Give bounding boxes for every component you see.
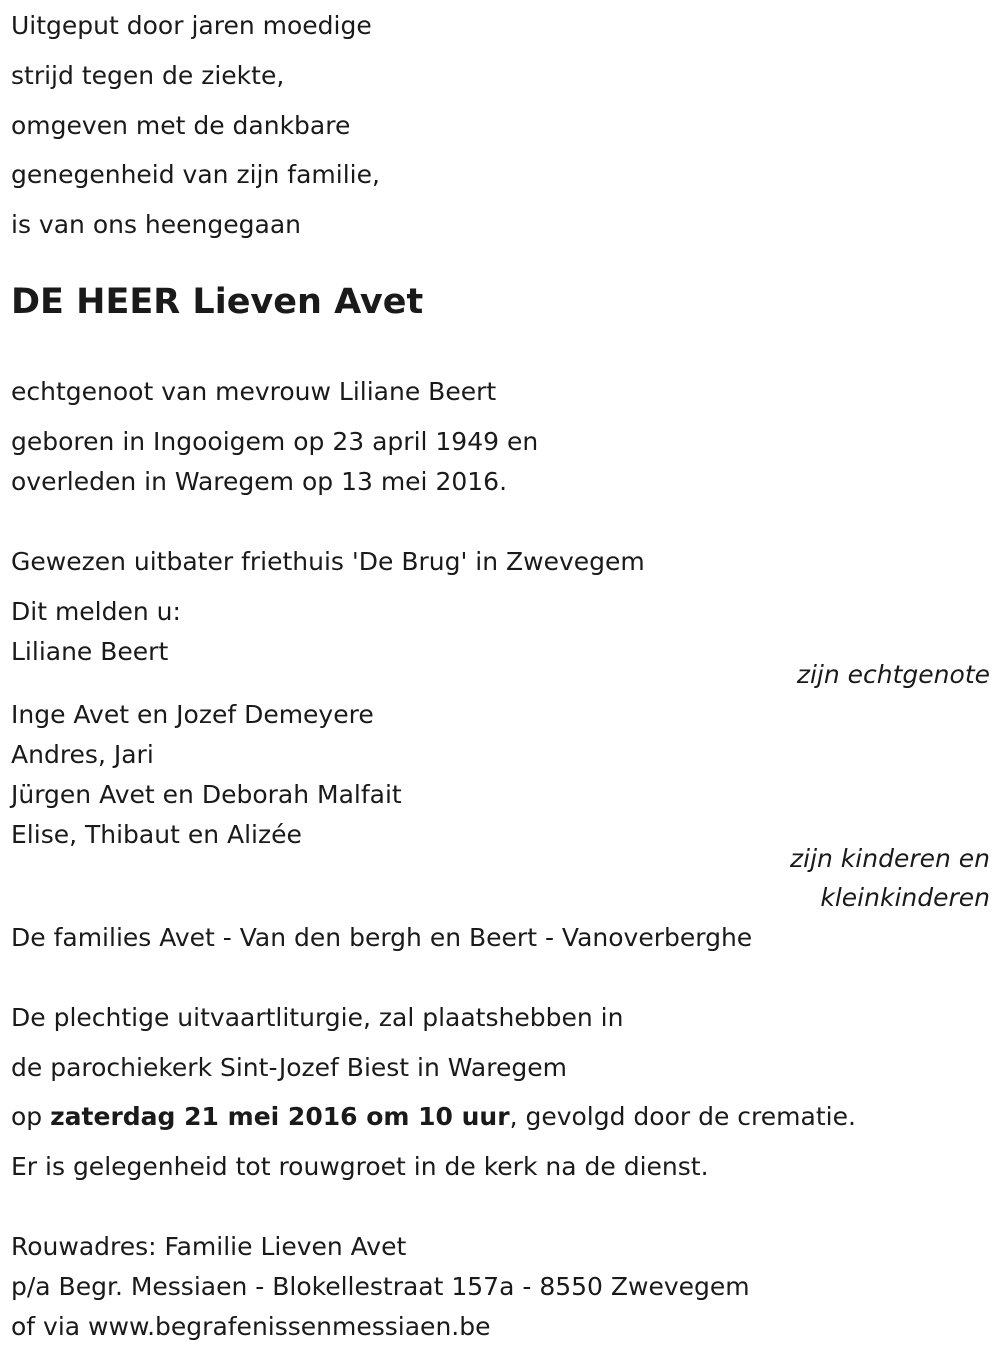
deceased-name: DE HEER Lieven Avet xyxy=(11,282,424,322)
funeral-datetime: zaterdag 21 mei 2016 om 10 uur xyxy=(50,1102,510,1131)
children-role-2: kleinkinderen xyxy=(820,883,990,912)
child-line-1: Inge Avet en Jozef Demeyere xyxy=(11,700,374,729)
child-line-4: Elise, Thibaut en Alizée xyxy=(11,820,302,849)
funeral-line-1: De plechtige uitvaartliturgie, zal plaatshebben in xyxy=(11,1003,624,1032)
address-line-2: p/a Begr. Messiaen - Blokellestraat 157a - 8550 Zwevegem xyxy=(11,1272,750,1301)
intro-line-2: strijd tegen de ziekte, xyxy=(11,61,285,90)
child-line-3: Jürgen Avet en Deborah Malfait xyxy=(11,780,402,809)
spouse-role: zijn echtgenote xyxy=(796,660,990,689)
child-line-2: Andres, Jari xyxy=(11,740,154,769)
families-line: De families Avet - Van den bergh en Beert - Vanoverberghe xyxy=(11,923,753,952)
spouse-line: echtgenoot van mevrouw Liliane Beert xyxy=(11,377,497,406)
intro-line-5: is van ons heengegaan xyxy=(11,210,301,239)
occupation-line: Gewezen uitbater friethuis 'De Brug' in Zwevegem xyxy=(11,547,645,576)
address-line-1: Rouwadres: Familie Lieven Avet xyxy=(11,1232,407,1261)
children-role-1: zijn kinderen en xyxy=(790,844,990,873)
condolence-line: Er is gelegenheid tot rouwgroet in de kerk na de dienst. xyxy=(11,1152,709,1181)
funeral-line-2: de parochiekerk Sint-Jozef Biest in Waregem xyxy=(11,1053,567,1082)
funeral-suffix: , gevolgd door de crematie. xyxy=(509,1102,856,1131)
funeral-prefix: op xyxy=(11,1102,51,1131)
spouse-name: Liliane Beert xyxy=(11,637,169,666)
announcers-heading: Dit melden u: xyxy=(11,597,181,626)
birth-line: geboren in Ingooigem op 23 april 1949 en xyxy=(11,427,539,456)
death-line: overleden in Waregem op 13 mei 2016. xyxy=(11,467,508,496)
intro-line-1: Uitgeput door jaren moedige xyxy=(11,11,372,40)
funeral-line-3 xyxy=(11,1104,856,1129)
intro-line-3: omgeven met de dankbare xyxy=(11,111,351,140)
address-line-3: of via www.begrafenissenmessiaen.be xyxy=(11,1312,491,1341)
intro-line-4: genegenheid van zijn familie, xyxy=(11,160,380,189)
